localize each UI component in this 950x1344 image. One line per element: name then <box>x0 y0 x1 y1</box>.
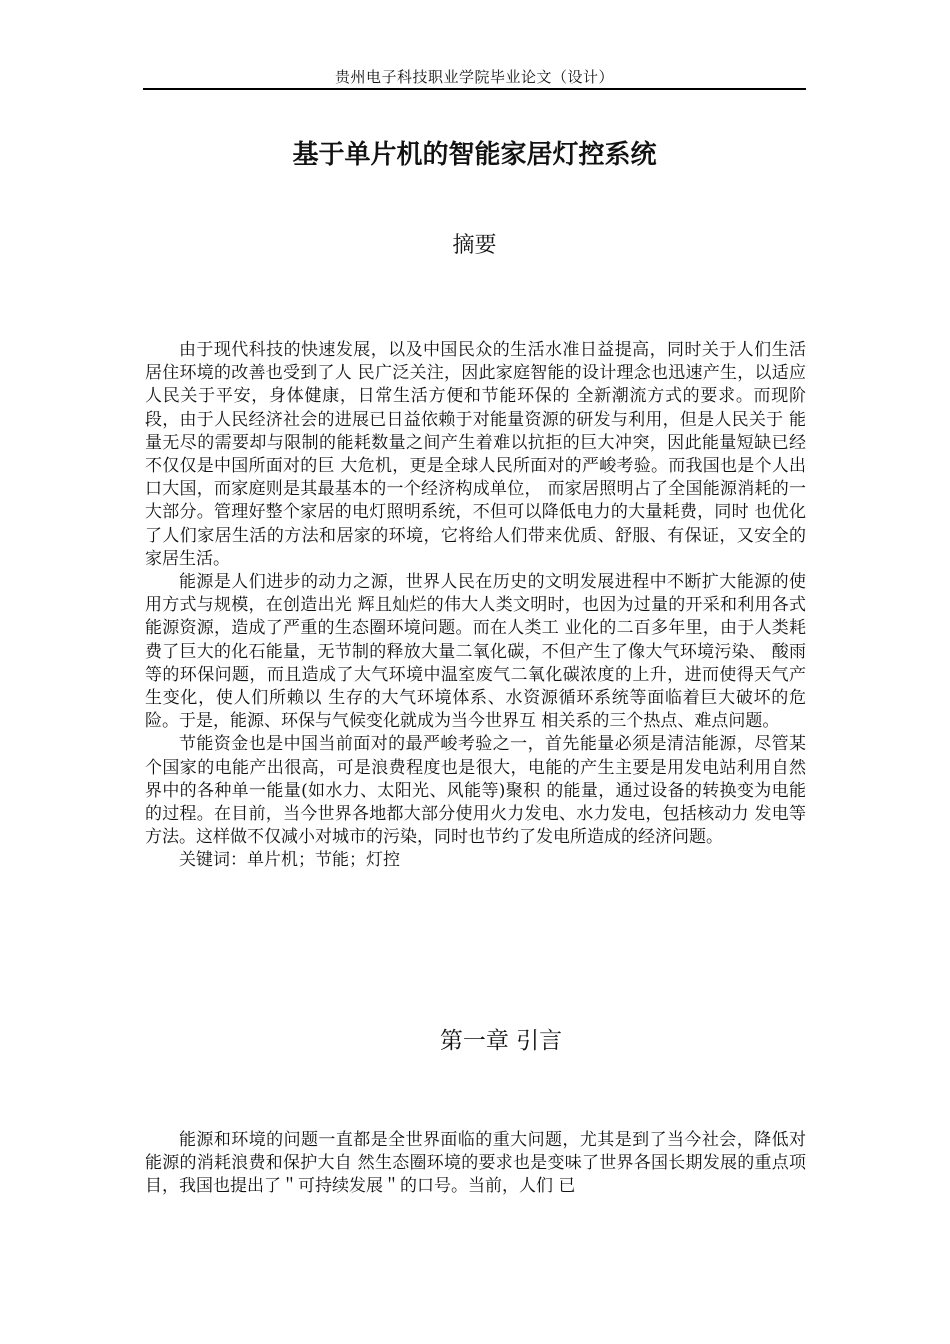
chapter-heading: 第一章 引言 <box>439 1028 563 1054</box>
page-title: 基于单片机的智能家居灯控系统 <box>292 140 657 170</box>
abstract-body <box>145 339 806 873</box>
abstract-paragraph-3: 节能资金也是中国当前面对的最严峻考验之一，首先能量必须是清洁能源，尽管某个国家的电能产出很高，可是浪费程度也是很大，电能的产生主要是用发电站利用自然界中的各种单一能量(如水力、太阳光、风能等)聚积 的能量，通过设备的转换变为电能的过程。在目前，当今世界各地都大部分使用火力发电、水力发电，包括核动力 发电等方法。这样做不仅减小对城市的污染，同时也节约了发电所造成的经济问题。 <box>145 734 806 848</box>
running-header: 贵州电子科技职业学院毕业论文（设计） <box>334 68 614 86</box>
abstract-heading: 摘要 <box>452 233 497 258</box>
chapter-paragraph-1: 能源和环境的问题一直都是全世界面临的重大问题，尤其是到了当今社会，降低对能源的消耗浪费和保护大自 然生态圈环境的要求也是变味了世界各国长期发展的重点项目，我国也提出了＂可持续发展＂的口号。当前，人们 已 <box>145 1130 806 1197</box>
keywords: 关键词：单片机；节能；灯控 <box>179 850 400 871</box>
abstract-paragraph-1: 由于现代科技的快速发展，以及中国民众的生活水准日益提高，同时关于人们生活居住环境的改善也受到了人 民广泛关注，因此家庭智能的设计理念也迅速产生，以适应人民关于平安，身体健康，日常生活方便和节能环保的 全新潮流方式的要求。而现阶段，由于人民经济社会的进展已日益依赖于对能量资源的研发与利用，但是人民关于 能量无尽的需要却与限制的能耗数量之间产生着难以抗拒的巨大冲突，因此能量短缺已经不仅仅是中国所面对的巨 大危机，更是全球人民所面对的严峻考验。而我国也是个人出口大国，而家庭则是其最基本的一个经济构成单位， 而家居照明占了全国能源消耗的一大部分。管理好整个家居的电灯照明系统，不但可以降低电力的大量耗费，同时 也优化了人们家居生活的方法和居家的环境，它将给人们带来优质、舒服、有保证，又安全的家居生活。 <box>145 340 806 569</box>
chapter-body <box>145 1129 806 1199</box>
abstract-paragraph-2: 能源是人们进步的动力之源，世界人民在历史的文明发展进程中不断扩大能源的使用方式与规模，在创造出光 辉且灿烂的伟大人类文明时，也因为过量的开采和利用各式能源资源，造成了严重的生态圈环境问题。而在人类工 业化的二百多年里，由于人类耗费了巨大的化石能量，无节制的释放大量二氧化碳，不但产生了像大气环境污染、 酸雨等的环保问题，而且造成了大气环境中温室废气二氧化碳浓度的上升，进而使得天气产生变化，使人们所赖以 生存的大气环境体系、水资源循环系统等面临着巨大破坏的危险。于是，能源、环保与气候变化就成为当今世界互 相关系的三个热点、难点问题。 <box>145 572 806 732</box>
header-rule <box>143 88 806 90</box>
